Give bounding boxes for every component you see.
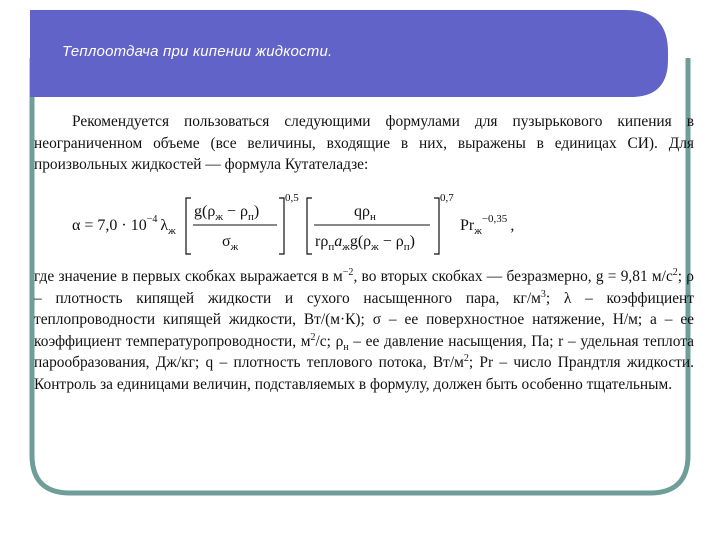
second-right-bracket	[434, 198, 439, 254]
intro-paragraph: Рекомендуется пользоваться следующими формулами для пузырькового кипения в неограниченном объеме (все величины, входящие в них, выражены в единицах СИ). Для произвольных жидкостей — формула Кутателадзе:	[34, 113, 694, 173]
alpha-coefficient: $\alpha = 7,0 \cdot 10^{-4}$ $\lambda_ж$	[72, 214, 176, 237]
prandtl-term: $Pr_ж^{-0,35}$ ,	[460, 213, 515, 237]
first-exponent: 0,5	[285, 192, 299, 204]
explanation-paragraph: где значение в первых скобках выражается в $м^{-2}$, во вторых скобках — безразмерно, g = 9,81 $м/с^2$; ρ – плотность кипящей жидкости и сухого насыщенного пара, $кг/м^3$; λ – коэффициент теплопроводности кипящей жидкости, Вт/(м·К); σ – ее поверхностное натяжение, Н/м; a – ее коэффициент температуропроводности, $м^2/с$; $\rho_н$ – ее давление насыщения, Па; r – удельная теплота парообразования, Дж/кг; q – плотность теплового потока, $Вт/м^2$; Pr – число Прандтля жидкости. Контроль за единицами величин, подставляемых в формулу, должен быть особенно тщательным.	[34, 267, 695, 393]
first-denominator: $\sigma_ж$	[222, 233, 239, 253]
slide-title: Теплоотдача при кипении жидкости.	[62, 43, 333, 60]
second-left-bracket	[307, 198, 312, 254]
second-denominator: $r\rho_пa_жg(\rho_ж - \rho_п)$	[315, 233, 415, 253]
second-numerator: $q\rho_н$	[354, 203, 376, 223]
kutateladze-formula	[72, 192, 532, 262]
first-left-bracket	[186, 198, 191, 254]
second-exponent: 0,7	[440, 192, 454, 204]
first-right-bracket	[279, 198, 284, 254]
first-numerator: $g(\rho_ж - \rho_п)$	[194, 203, 260, 223]
